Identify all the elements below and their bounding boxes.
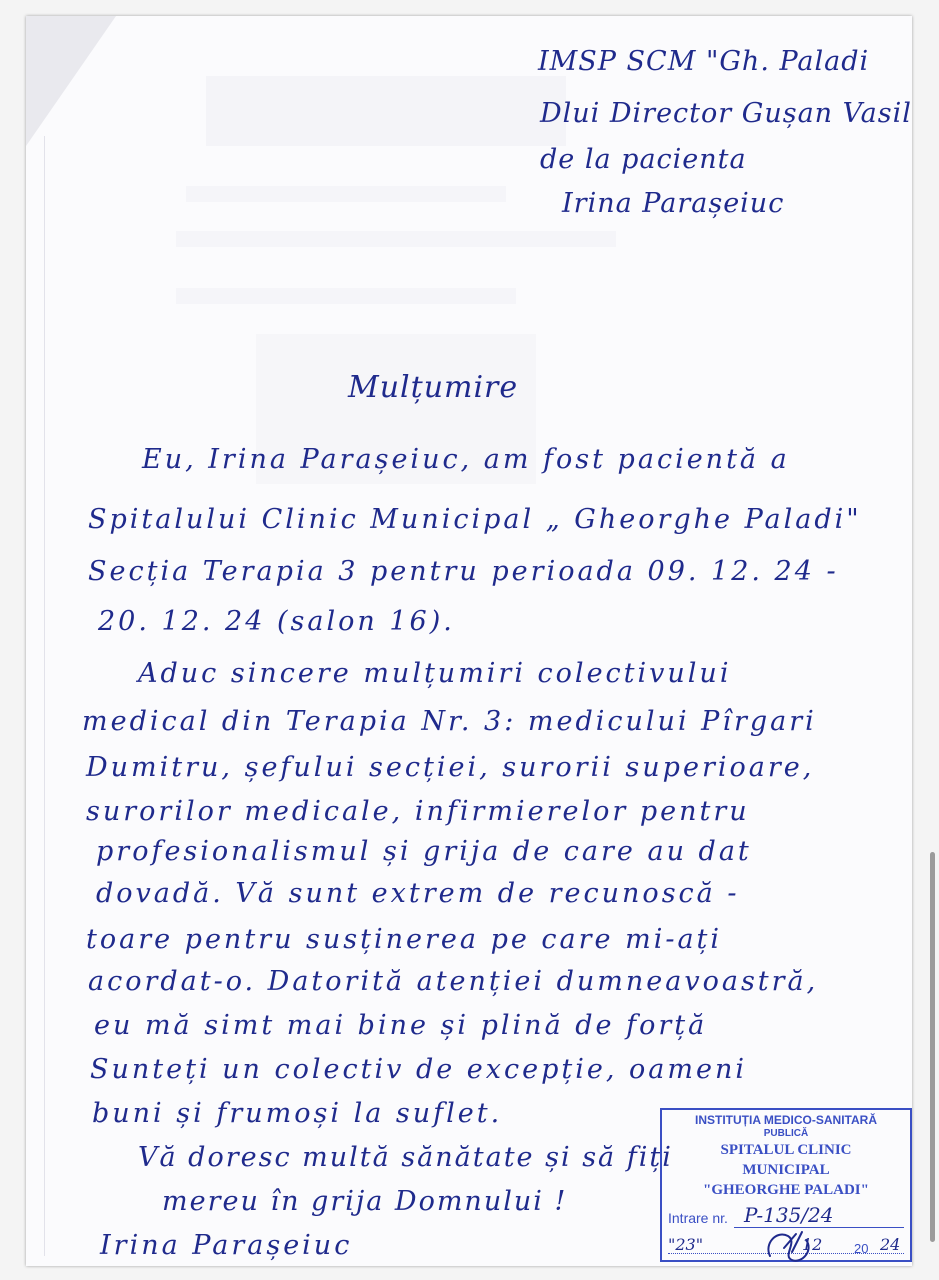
stamp-entry-label: Intrare nr.: [668, 1210, 728, 1226]
header-line-2: Dlui Director Gușan Vasil: [540, 98, 912, 129]
body-line-17: mereu în grija Domnului !: [162, 1186, 568, 1217]
stamp-public-line: PUBLICĂ: [763, 1128, 809, 1139]
body-line-16: Vă doresc multă sănătate și să fiți: [138, 1142, 673, 1173]
signature-scribble: [762, 1226, 822, 1266]
body-line-2: Spitalului Clinic Municipal „ Gheorghe Paladi": [88, 504, 862, 535]
body-line-8: surorilor medicale, infirmierelor pentru: [86, 796, 750, 827]
show-through-line: [176, 288, 516, 304]
body-line-12: acordat-o. Datorită atenției dumneavoastră,: [88, 966, 819, 997]
signature-name: Irina Parașeiuc: [100, 1230, 353, 1261]
show-through-line: [176, 231, 616, 247]
vertical-scrollbar[interactable]: [930, 852, 935, 1242]
letter-title: Mulțumire: [348, 370, 519, 405]
header-line-3: de la pacienta: [540, 144, 747, 175]
body-line-9: profesionalismul și grija de care au dat: [96, 836, 752, 867]
body-line-4: 20. 12. 24 (salon 16).: [98, 606, 455, 637]
body-line-6: medical din Terapia Nr. 3: medicului Pîrgari: [82, 706, 817, 737]
header-line-4: Irina Parașeiuc: [562, 188, 785, 219]
stamp-year-prefix: 20: [854, 1241, 869, 1256]
body-line-14: Sunteți un colectiv de excepție, oameni: [90, 1054, 747, 1085]
body-line-13: eu mă simt mai bine și plină de forță: [94, 1010, 708, 1041]
stamp-name-line: "GHEORGHE PALADI": [703, 1182, 869, 1198]
body-line-3: Secția Terapia 3 pentru perioada 09. 12. 24 -: [88, 556, 839, 587]
header-line-1: IMSP SCM "Gh. Paladi: [538, 46, 870, 77]
stamp-year-suffix: 24: [880, 1235, 901, 1254]
letter-page: [26, 16, 912, 1266]
show-through-letterhead: [206, 76, 566, 146]
body-line-7: Dumitru, șefului secției, surorii superioare,: [86, 752, 815, 783]
folded-corner: [26, 16, 116, 146]
body-line-11: toare pentru susținerea pe care mi-ați: [86, 924, 723, 955]
show-through-line: [186, 186, 506, 202]
stamp-institution-line: INSTITUȚIA MEDICO-SANITARĂ: [695, 1113, 877, 1127]
stamp-municipal-line: MUNICIPAL: [742, 1162, 830, 1178]
body-line-5: Aduc sincere mulțumiri colectivului: [138, 658, 732, 689]
body-line-1: Eu, Irina Parașeiuc, am fost pacientă a: [142, 444, 790, 475]
stamp-entry-number: P-135/24: [744, 1203, 834, 1227]
body-line-15: buni și frumoși la suflet.: [92, 1098, 503, 1129]
body-line-10: dovadă. Vă sunt extrem de recunoscă -: [96, 878, 740, 909]
stamp-hospital-line: SPITALUL CLINIC: [720, 1142, 852, 1158]
page-edge-shadow: [44, 136, 45, 1256]
stamp-month: 12: [802, 1235, 823, 1254]
stamp-day: "23": [668, 1235, 704, 1254]
